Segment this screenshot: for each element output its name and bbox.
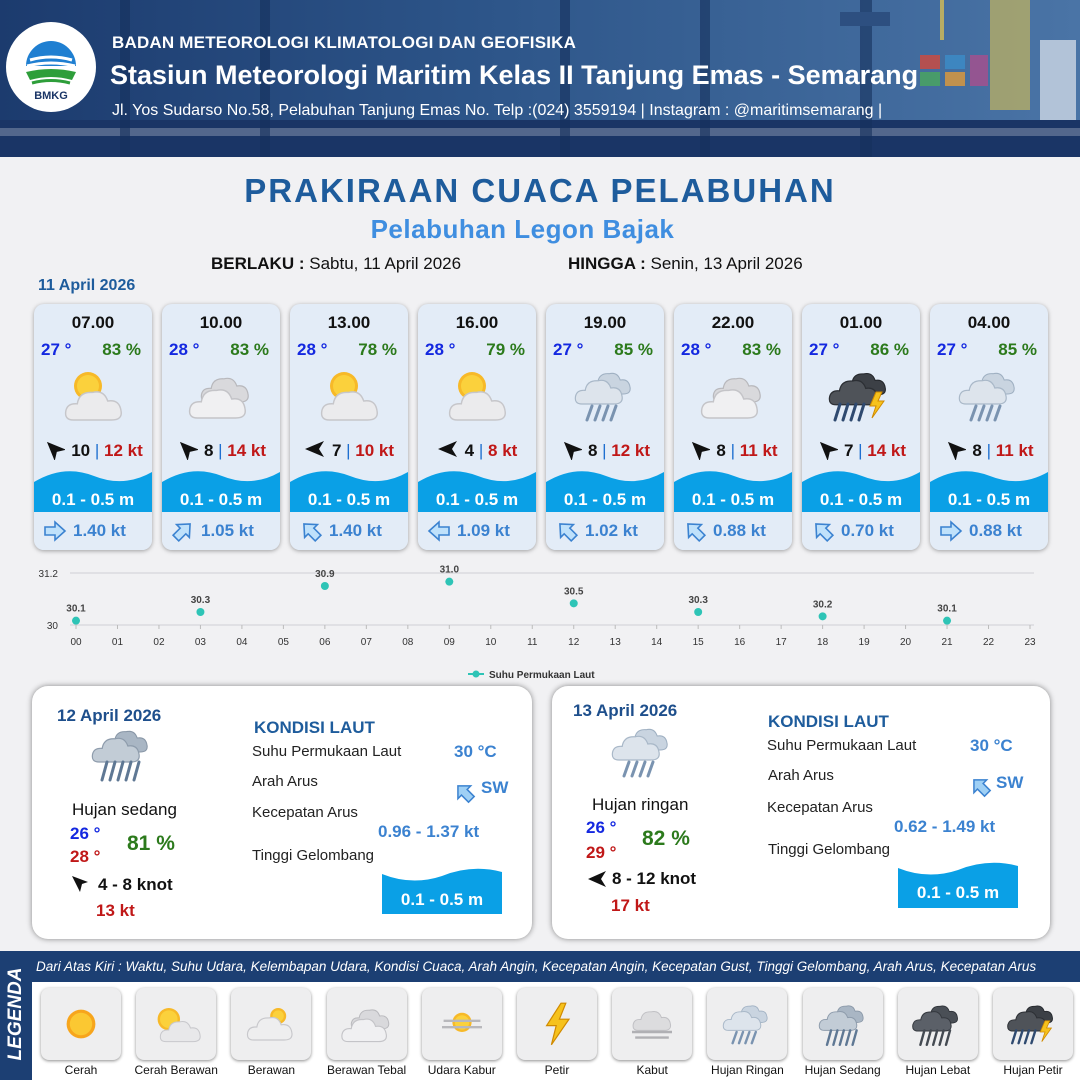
x-tick-label: 07 bbox=[360, 637, 372, 648]
card-current-speed: 1.09 kt bbox=[457, 521, 510, 540]
card-humidity: 83 % bbox=[742, 340, 781, 359]
data-label: 30.5 bbox=[564, 586, 584, 598]
card-current-speed: 1.05 kt bbox=[201, 521, 254, 540]
card-wind: 8 | 12 kt bbox=[546, 438, 664, 461]
wind-direction-icon bbox=[43, 438, 65, 460]
card-wave-height: 0.1 - 0.5 m bbox=[179, 490, 263, 509]
card-wind-speed: 8 bbox=[716, 441, 726, 460]
day3-speed: 0.62 - 1.49 kt bbox=[894, 817, 996, 836]
legend-item bbox=[517, 988, 597, 1060]
valid-from-label: BERLAKU : bbox=[211, 254, 305, 273]
card-wind: 4 | 8 kt bbox=[418, 438, 536, 461]
y-tick-label: 31.2 bbox=[38, 569, 58, 580]
day2-summary bbox=[32, 686, 532, 939]
forecast-card bbox=[162, 304, 280, 550]
data-label: 30.2 bbox=[812, 599, 833, 611]
wind-direction-icon bbox=[688, 438, 710, 460]
x-tick-label: 05 bbox=[277, 637, 289, 648]
current-direction-icon bbox=[42, 519, 68, 543]
wind-direction-icon bbox=[176, 438, 198, 460]
card-current-icon bbox=[554, 519, 580, 543]
x-tick-label: 16 bbox=[734, 637, 746, 648]
day2-humidity: 81 % bbox=[127, 832, 175, 855]
legend-item bbox=[327, 988, 407, 1060]
valid-from bbox=[211, 254, 461, 274]
data-point bbox=[196, 608, 204, 616]
day3-dir: SW bbox=[996, 773, 1024, 792]
card-gust: 14 kt bbox=[227, 441, 267, 460]
forecast-card bbox=[418, 304, 536, 550]
partly-cloudy-icon bbox=[314, 366, 384, 426]
data-point bbox=[819, 612, 827, 620]
day2-sst-label: Suhu Permukaan Laut bbox=[252, 743, 402, 760]
day2-dir-label: Arah Arus bbox=[252, 773, 318, 790]
card-gust: 8 kt bbox=[488, 441, 518, 460]
day3-condition: Hujan ringan bbox=[592, 795, 689, 814]
day2-speed: 0.96 - 1.37 kt bbox=[378, 822, 480, 841]
light-rain-icon bbox=[607, 722, 677, 782]
day3-speed-label: Kecepatan Arus bbox=[767, 799, 873, 816]
day3-gust: 17 kt bbox=[611, 896, 650, 915]
current-direction-icon bbox=[968, 774, 994, 800]
x-tick-label: 21 bbox=[941, 637, 953, 648]
forecast-card bbox=[546, 304, 664, 550]
card-temp: 28 ° bbox=[297, 340, 328, 359]
legend-item bbox=[422, 988, 502, 1060]
card-current-icon bbox=[810, 519, 836, 543]
haze-icon bbox=[434, 996, 490, 1052]
data-point bbox=[943, 617, 951, 625]
data-label: 30.3 bbox=[190, 595, 211, 606]
forecast-card bbox=[674, 304, 792, 550]
card-current-icon bbox=[682, 519, 708, 543]
legend-item bbox=[707, 988, 787, 1060]
card-wind: 8 | 11 kt bbox=[674, 438, 792, 461]
chart-legend-label: Suhu Permukaan Laut bbox=[489, 670, 595, 681]
x-tick-label: 06 bbox=[319, 637, 331, 648]
legend-label: Cerah Berawan bbox=[134, 1063, 218, 1077]
legend-description: Dari Atas Kiri : Waktu, Suhu Udara, Kelembapan Udara, Kondisi Cuaca, Arah Angin, Kecepatan Angin, Kecepatan Gust, Tinggi Gelombang, Arah Arus, Kecepatan Arus bbox=[32, 951, 1080, 982]
valid-to bbox=[568, 254, 803, 274]
heavy-cloud-icon bbox=[186, 366, 256, 426]
x-tick-label: 01 bbox=[111, 637, 124, 648]
card-gust: 11 kt bbox=[995, 441, 1034, 460]
day2-condition: Hujan sedang bbox=[72, 800, 177, 819]
card-humidity: 83 % bbox=[102, 340, 141, 359]
day3-humidity: 82 % bbox=[642, 827, 690, 850]
card-current-speed: 0.88 kt bbox=[969, 521, 1022, 540]
day3-summary bbox=[552, 686, 1050, 939]
forecast-card bbox=[802, 304, 920, 550]
card-wave-height: 0.1 - 0.5 m bbox=[691, 490, 775, 509]
card-gust: 12 kt bbox=[611, 441, 651, 460]
heavy-rain-icon bbox=[910, 996, 966, 1052]
legend-label: Hujan Lebat bbox=[905, 1063, 971, 1077]
moderate-rain-icon bbox=[815, 996, 871, 1052]
lightning-icon bbox=[529, 996, 585, 1052]
card-current-speed: 1.40 kt bbox=[73, 521, 126, 540]
card-wind: 8 | 11 kt bbox=[930, 438, 1048, 461]
x-tick-label: 03 bbox=[194, 637, 206, 648]
card-humidity: 86 % bbox=[870, 340, 909, 359]
page-title: PRAKIRAAN CUACA PELABUHAN bbox=[244, 172, 836, 209]
card-current-icon bbox=[938, 519, 964, 543]
card-gust: 10 kt bbox=[355, 441, 395, 460]
day3-sea-heading: KONDISI LAUT bbox=[768, 712, 889, 731]
day2-wave: 0.1 - 0.5 m bbox=[400, 890, 484, 909]
day3-dir-label: Arah Arus bbox=[768, 767, 834, 784]
card-wind: 7 | 14 kt bbox=[802, 438, 920, 461]
station-name: Stasiun Meteorologi Maritim Kelas II Tanjung Emas - Semarang bbox=[110, 60, 919, 90]
x-tick-label: 11 bbox=[527, 637, 538, 648]
partly-cloudy-icon bbox=[58, 366, 128, 426]
x-tick-label: 20 bbox=[900, 637, 912, 648]
day3-sst: 30 °C bbox=[970, 736, 1013, 755]
light-rain-icon bbox=[719, 996, 775, 1052]
card-current-speed: 0.88 kt bbox=[713, 521, 766, 540]
card-humidity: 85 % bbox=[998, 340, 1037, 359]
valid-to-label: HINGGA : bbox=[568, 254, 646, 273]
legend-label: Berawan bbox=[247, 1063, 296, 1077]
legend-swatch bbox=[473, 671, 480, 678]
card-humidity: 83 % bbox=[230, 340, 269, 359]
card-gust: 14 kt bbox=[867, 441, 907, 460]
card-humidity: 85 % bbox=[614, 340, 653, 359]
x-tick-label: 19 bbox=[858, 637, 870, 648]
wind-direction-icon bbox=[944, 438, 966, 460]
card-wave-height: 0.1 - 0.5 m bbox=[435, 490, 519, 509]
current-direction-icon bbox=[938, 519, 964, 543]
card-current-icon bbox=[170, 519, 196, 543]
x-tick-label: 13 bbox=[609, 637, 621, 648]
card-time: 13.00 bbox=[327, 313, 371, 332]
forecast-card bbox=[34, 304, 152, 550]
legend-label: Berawan Tebal bbox=[327, 1063, 407, 1077]
day2-sst: 30 °C bbox=[454, 742, 497, 761]
valid-to-value: Senin, 13 April 2026 bbox=[650, 254, 803, 273]
data-label: 31.0 bbox=[439, 564, 460, 576]
day1-date: 11 April 2026 bbox=[38, 277, 136, 294]
card-wind-speed: 10 bbox=[71, 441, 91, 460]
wind-direction-icon bbox=[586, 869, 608, 889]
card-gust: 12 kt bbox=[104, 441, 143, 460]
wind-direction-icon bbox=[560, 438, 582, 460]
card-wind: 7 | 10 kt bbox=[290, 438, 408, 461]
current-direction-icon bbox=[170, 519, 196, 543]
data-label: 30.1 bbox=[937, 603, 957, 615]
x-tick-label: 17 bbox=[775, 637, 787, 648]
card-wave-height: 0.1 - 0.5 m bbox=[51, 490, 135, 509]
thunderstorm-icon bbox=[1005, 996, 1061, 1052]
data-label: 30.3 bbox=[688, 595, 708, 606]
card-current-icon bbox=[298, 519, 324, 543]
card-time: 19.00 bbox=[583, 313, 627, 332]
card-time: 16.00 bbox=[455, 313, 499, 332]
x-tick-label: 22 bbox=[982, 637, 995, 648]
card-wind-speed: 8 bbox=[203, 441, 214, 460]
legend-item bbox=[41, 988, 121, 1060]
day2-date: 12 April 2026 bbox=[57, 706, 162, 725]
legend-label: Kabut bbox=[636, 1063, 668, 1077]
current-direction-icon bbox=[810, 519, 836, 543]
light-rain-icon bbox=[954, 366, 1024, 426]
day2-sea-heading: KONDISI LAUT bbox=[254, 718, 375, 737]
x-tick-label: 15 bbox=[692, 637, 704, 648]
card-wave-height: 0.1 - 0.5 m bbox=[947, 490, 1031, 509]
legend-title: LEGENDA bbox=[5, 967, 26, 1061]
day2-dir: SW bbox=[481, 778, 509, 797]
data-point bbox=[570, 599, 578, 607]
day2-temp-min: 26 ° bbox=[70, 824, 101, 843]
day2-speed-label: Kecepatan Arus bbox=[252, 804, 358, 821]
card-wind: 10 | 12 kt bbox=[34, 438, 152, 461]
heavy-cloud-icon bbox=[698, 366, 768, 426]
day2-wind: 4 - 8 knot bbox=[98, 875, 173, 894]
x-tick-label: 09 bbox=[443, 637, 455, 648]
card-wind: 8 | 14 kt bbox=[162, 438, 280, 461]
day3-wind: 8 - 12 knot bbox=[612, 869, 697, 888]
day2-gust: 13 kt bbox=[96, 901, 135, 920]
current-direction-icon bbox=[298, 519, 324, 543]
card-temp: 28 ° bbox=[681, 340, 712, 359]
day3-wave: 0.1 - 0.5 m bbox=[916, 883, 1000, 902]
x-tick-label: 10 bbox=[485, 637, 497, 648]
current-direction-icon bbox=[426, 519, 452, 543]
card-current-speed: 0.70 kt bbox=[841, 521, 894, 540]
card-current-icon bbox=[426, 519, 452, 543]
port-name: Pelabuhan Legon Bajak bbox=[370, 214, 675, 244]
day3-wave-label: Tinggi Gelombang bbox=[768, 841, 891, 858]
current-direction-icon bbox=[452, 780, 478, 806]
card-current-icon bbox=[42, 519, 68, 543]
partly-cloudy-icon bbox=[442, 366, 512, 426]
bmkg-logo bbox=[6, 22, 96, 112]
card-current-speed: 1.02 kt bbox=[585, 521, 638, 540]
day3-temp-min: 26 ° bbox=[586, 818, 617, 837]
x-tick-label: 23 bbox=[1024, 637, 1036, 648]
legend-label: Hujan Sedang bbox=[804, 1063, 881, 1077]
data-point bbox=[445, 578, 453, 586]
heavy-cloud-icon bbox=[339, 996, 395, 1052]
data-point bbox=[321, 582, 329, 590]
legend-label: Hujan Ringan bbox=[711, 1063, 784, 1077]
current-direction-icon bbox=[682, 519, 708, 543]
fog-icon bbox=[624, 996, 680, 1052]
wind-direction-icon bbox=[304, 438, 326, 460]
legend-label: Udara Kabur bbox=[427, 1063, 496, 1077]
x-tick-label: 02 bbox=[153, 637, 165, 648]
day3-date: 13 April 2026 bbox=[573, 701, 678, 720]
y-tick-label: 30 bbox=[46, 621, 58, 632]
card-time: 04.00 bbox=[967, 313, 1011, 332]
card-current-speed: 1.40 kt bbox=[329, 521, 382, 540]
legend-label: Cerah bbox=[64, 1063, 98, 1077]
card-humidity: 78 % bbox=[358, 340, 397, 359]
wind-direction-icon bbox=[70, 874, 90, 894]
legend-item bbox=[898, 988, 978, 1060]
card-wind-speed: 8 bbox=[587, 441, 598, 460]
data-label: 30.1 bbox=[66, 603, 86, 615]
card-temp: 27 ° bbox=[937, 340, 968, 359]
card-temp: 27 ° bbox=[553, 340, 584, 359]
current-direction-icon bbox=[554, 519, 580, 543]
card-gust: 11 kt bbox=[739, 441, 778, 460]
card-wind-speed: 4 bbox=[464, 441, 475, 460]
x-tick-label: 18 bbox=[817, 637, 829, 648]
day3-sst-label: Suhu Permukaan Laut bbox=[767, 737, 917, 754]
data-point bbox=[72, 617, 80, 625]
legend-item bbox=[993, 988, 1073, 1060]
data-label: 30.9 bbox=[315, 569, 335, 580]
x-tick-label: 14 bbox=[651, 637, 663, 648]
card-time: 10.00 bbox=[199, 313, 243, 332]
day2-wave-label: Tinggi Gelombang bbox=[252, 847, 375, 864]
data-point bbox=[694, 608, 702, 616]
sst-chart bbox=[30, 562, 1050, 687]
logo-text: BMKG bbox=[34, 90, 68, 102]
moderate-rain-icon bbox=[82, 724, 162, 784]
card-wave-height: 0.1 - 0.5 m bbox=[819, 490, 903, 509]
legend-item bbox=[803, 988, 883, 1060]
sun-cloud-icon bbox=[148, 996, 204, 1052]
card-temp: 28 ° bbox=[425, 340, 456, 359]
header-banner bbox=[0, 0, 1080, 157]
card-temp: 27 ° bbox=[809, 340, 840, 359]
sun-icon bbox=[53, 996, 109, 1052]
legend-item bbox=[136, 988, 216, 1060]
x-tick-label: 00 bbox=[70, 637, 82, 648]
forecast-card bbox=[930, 304, 1048, 550]
wind-direction-icon bbox=[816, 438, 838, 460]
legend-label: Hujan Petir bbox=[1003, 1063, 1063, 1077]
thunderstorm-icon bbox=[826, 366, 896, 426]
legend-label: Petir bbox=[544, 1063, 570, 1077]
x-tick-label: 04 bbox=[236, 637, 248, 648]
card-time: 22.00 bbox=[711, 313, 755, 332]
card-temp: 28 ° bbox=[169, 340, 200, 359]
legend-item bbox=[612, 988, 692, 1060]
card-humidity: 79 % bbox=[486, 340, 525, 359]
card-wind-speed: 8 bbox=[972, 441, 982, 460]
org-name: BADAN METEOROLOGI KLIMATOLOGI DAN GEOFISIKA bbox=[112, 33, 577, 52]
card-time: 07.00 bbox=[71, 313, 115, 332]
cloud-sun-icon bbox=[243, 996, 299, 1052]
x-tick-label: 08 bbox=[402, 637, 414, 648]
wind-direction-icon bbox=[437, 438, 459, 460]
x-tick-label: 12 bbox=[568, 637, 580, 648]
card-wind-speed: 7 bbox=[843, 441, 854, 460]
card-time: 01.00 bbox=[839, 313, 883, 332]
valid-from-value: Sabtu, 11 April 2026 bbox=[309, 254, 462, 273]
legend-item bbox=[231, 988, 311, 1060]
card-wave-height: 0.1 - 0.5 m bbox=[563, 490, 647, 509]
station-address: Jl. Yos Sudarso No.58, Pelabuhan Tanjung Emas No. Telp :(024) 3559194 | Instagram : @maritimsemarang | bbox=[112, 102, 883, 119]
day2-temp-max: 28 ° bbox=[70, 847, 101, 866]
card-wave-height: 0.1 - 0.5 m bbox=[307, 490, 391, 509]
card-temp: 27 ° bbox=[41, 340, 72, 359]
light-rain-icon bbox=[570, 366, 640, 426]
day3-temp-max: 29 ° bbox=[586, 843, 617, 862]
card-wind-speed: 7 bbox=[331, 441, 342, 460]
forecast-card bbox=[290, 304, 408, 550]
legend-side-bar bbox=[0, 951, 32, 1080]
